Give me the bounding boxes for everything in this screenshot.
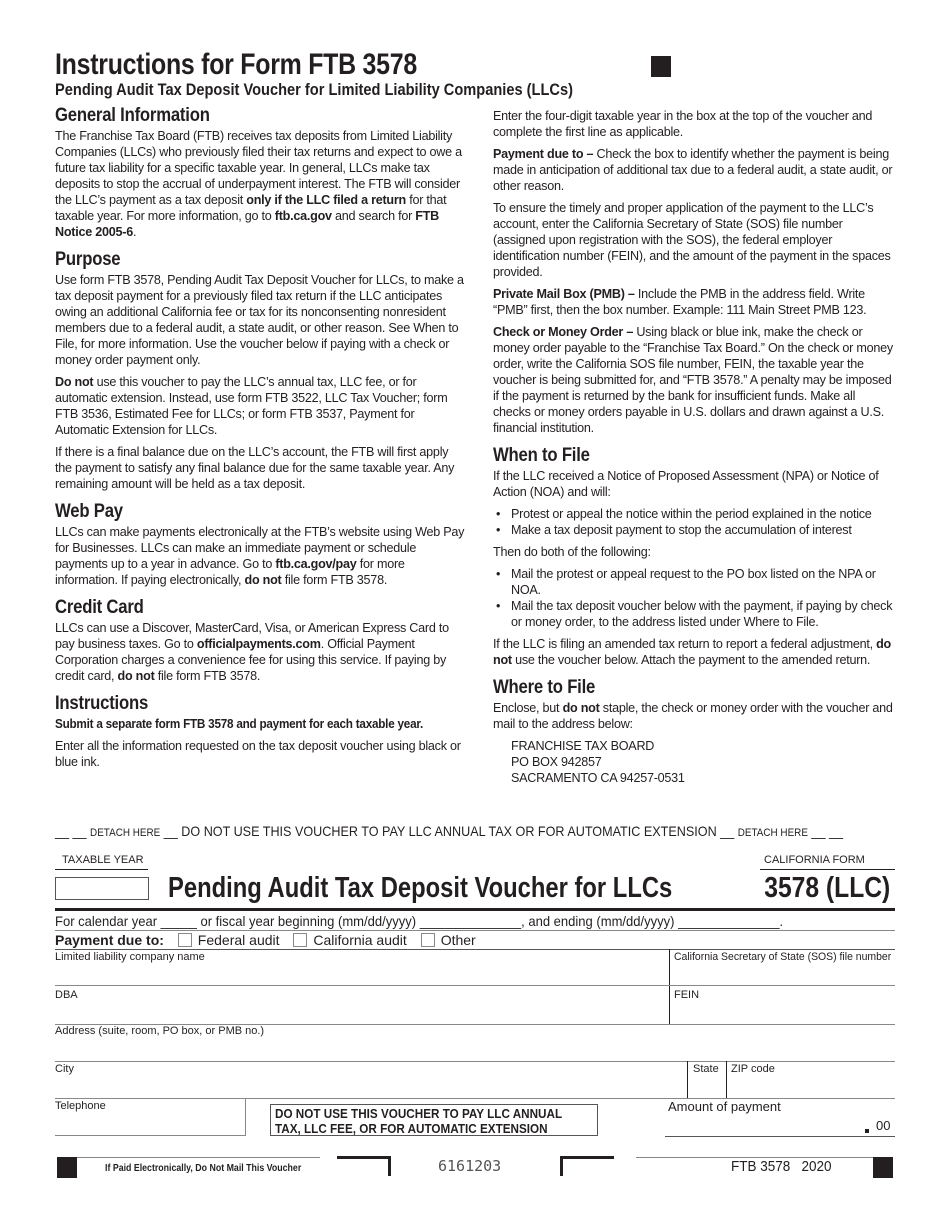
text-run: staple, the check or money order with the voucher and mail to the address below: — [493, 701, 893, 731]
text-run: If the LLC is filing an amended tax return to report a federal adjustment, — [493, 637, 877, 651]
text-run: Use form FTB 3578, Pending Audit Tax Deposit Voucher for LLCs, to make a tax deposit payment for a previously filed tax return if the LLC anticipates owing an additional California fee or tax for its nonconsenting nonresident members due to a federal audit, a state audit, or other reason. See When to File, for more information. Use the voucher below if paying with a check or money order payment only. — [55, 273, 464, 367]
text-run: Check the box to identify whether the payment is being made in anticipation of additional tax due to a federal audit, a state audit, or other reason. — [493, 147, 893, 193]
warning-line: DO NOT USE THIS VOUCHER TO PAY LLC ANNUAL — [275, 1106, 563, 1121]
text-run: . Official Payment Corporation charges a convenience fee for using this service. If paying by credit card, — [55, 637, 447, 683]
paragraph — [55, 128, 465, 240]
paragraph — [55, 374, 465, 438]
amount-of-payment-label: Amount of payment — [668, 1099, 781, 1114]
paragraph — [493, 700, 895, 732]
corner-mark — [560, 1156, 614, 1176]
cents-value: 00 — [876, 1118, 891, 1133]
text-run: and search for — [331, 209, 416, 223]
warning-box — [270, 1104, 598, 1136]
payment-due-label: Payment due to: — [55, 932, 164, 948]
divider — [726, 1061, 727, 1098]
text-run: use this voucher to pay the LLC’s annual tax, LLC fee, or for automatic extension. Instead, use form FTB 3522, LLC Tax Voucher; form FTB 3536, Estimated Fee for LLCs; or form FTB 3537, Payment for Automatic Extension for LLCs. — [55, 375, 448, 437]
bold-text: do not — [562, 701, 600, 715]
list-item: • Mail the tax deposit voucher below with the payment, if paying by check or money order, to the address listed under Where to File. — [493, 598, 895, 630]
rule — [55, 949, 895, 950]
bullet-list — [493, 566, 895, 630]
rule — [77, 1157, 320, 1158]
text-run: Enter all the information requested on the tax deposit voucher using black or blue ink. — [55, 739, 461, 769]
bold-text: Private Mail Box (PMB) – — [493, 287, 635, 301]
paragraph — [493, 324, 895, 436]
rule — [55, 985, 895, 986]
registration-mark — [57, 1157, 77, 1178]
corner-mark — [337, 1156, 391, 1176]
form-number: 3578 (LLC) — [763, 872, 890, 904]
address-line: SACRAMENTO CA 94257-0531 — [511, 771, 685, 785]
california-audit-checkbox[interactable] — [293, 933, 307, 947]
heading-web-pay: Web Pay — [55, 501, 123, 522]
paragraph — [493, 544, 895, 560]
fein-field[interactable]: FEIN — [674, 989, 700, 1001]
paragraph — [55, 444, 465, 492]
paragraph — [493, 108, 895, 140]
payment-due-row — [55, 932, 476, 948]
text-run: If the LLC received a Notice of Proposed Assessment (NPA) or Notice of Action (NOA) and will: — [493, 469, 879, 499]
text-run: Include the PMB in the address field. Write “PMB” first, then the box number. Example: 111 Main Street PMB 123. — [493, 287, 867, 317]
bold-text: Do not — [55, 375, 94, 389]
zip-code-field[interactable]: ZIP code — [731, 1063, 775, 1075]
paragraph — [493, 468, 895, 500]
footer-note: If Paid Electronically, Do Not Mail This Voucher — [105, 1163, 302, 1174]
option-label: California audit — [313, 932, 407, 948]
california-form-label: CALIFORNIA FORM — [764, 854, 865, 866]
bullet-list — [493, 506, 895, 538]
option-label: Other — [440, 932, 476, 948]
rule — [665, 1136, 895, 1137]
right-column — [493, 108, 895, 786]
address-line: FRANCHISE TAX BOARD — [511, 739, 655, 753]
list-item: • Protest or appeal the notice within the period explained in the notice — [493, 506, 895, 522]
paragraph — [493, 200, 895, 280]
text-run: Enter the four-digit taxable year in the box at the top of the voucher and complete the first line as applicable. — [493, 109, 873, 139]
other-checkbox[interactable] — [421, 933, 435, 947]
page-subtitle: Pending Audit Tax Deposit Voucher for Limited Liability Companies (LLCs) — [55, 80, 573, 99]
heading-when-to-file: When to File — [493, 445, 590, 466]
bold-text: FTB Notice 2005-6 — [55, 209, 440, 239]
address-field[interactable]: Address (suite, room, PO box, or PMB no.) — [55, 1025, 265, 1037]
text-run: for that taxable year. For more information, go to — [55, 193, 447, 223]
paragraph — [55, 738, 465, 770]
decimal-point — [865, 1129, 869, 1133]
bold-text: Check or Money Order – — [493, 325, 634, 339]
bold-text: do not — [117, 669, 155, 683]
text-run: file form FTB 3578. — [281, 573, 388, 587]
text-run: . — [132, 225, 137, 239]
bold-text: only if the LLC filed a return — [246, 193, 406, 207]
bold-text: do not — [493, 637, 891, 667]
bold-text: Submit a separate form FTB 3578 and payment for each taxable year. — [55, 717, 424, 731]
text-run: Using black or blue ink, make the check or money order payable to the “Franchise Tax Board.” On the check or money order, write the California SOS file number, FEIN, the taxable year the voucher is being submitted for, and “FTB 3578.” A penalty may be imposed if the payment is returned by the bank for insufficient funds. Make all checks or money orders payable in U.S. dollars and drawn against a U.S. financial institution. — [493, 325, 893, 435]
text-run: If there is a final balance due on the LLC’s account, the FTB will first apply the payment to satisfy any final balance due for the same taxable year. Any remaining amount will be held as a tax deposit. — [55, 445, 455, 491]
paragraph — [493, 636, 895, 668]
list-item: • Mail the protest or appeal request to the PO box listed on the NPA or NOA. — [493, 566, 895, 598]
scan-code: 6161203 — [438, 1157, 502, 1175]
option-label: Federal audit — [197, 932, 280, 948]
paragraph — [55, 272, 465, 368]
dba-field[interactable]: DBA — [55, 989, 78, 1001]
text-run: for more information. If paying electronically, — [55, 557, 405, 587]
state-field[interactable]: State — [693, 1063, 719, 1075]
bold-text: ftb.ca.gov/pay — [275, 557, 357, 571]
registration-mark — [873, 1157, 893, 1178]
amount-input[interactable] — [665, 1116, 865, 1136]
detach-label: DETACH HERE — [90, 827, 161, 839]
paragraph — [55, 620, 465, 684]
taxable-year-label: TAXABLE YEAR — [62, 854, 144, 866]
sos-file-number-field[interactable]: California Secretary of State (SOS) file number — [674, 951, 892, 963]
fiscal-year-line[interactable]: For calendar year _____ or fiscal year beginning (mm/dd/yyyy) ______________, and ending (mm/dd/yyyy) ______________. — [55, 913, 784, 929]
divider — [669, 949, 670, 1024]
paragraph — [55, 716, 436, 732]
text-run: use the voucher below. Attach the payment to the amended return. — [511, 653, 871, 667]
telephone-field[interactable]: Telephone — [55, 1100, 106, 1112]
address-line: PO BOX 942857 — [511, 755, 602, 769]
taxable-year-input[interactable] — [55, 877, 149, 900]
rule — [55, 908, 895, 911]
bold-text: officialpayments.com — [196, 637, 321, 651]
city-field[interactable]: City — [55, 1063, 74, 1075]
registration-mark — [651, 56, 671, 77]
text-run: LLCs can use a Discover, MasterCard, Visa, or American Express Card to pay business taxes. Go to — [55, 621, 449, 651]
rule — [55, 1061, 895, 1062]
heading-instructions: Instructions — [55, 693, 149, 714]
heading-credit-card: Credit Card — [55, 597, 144, 618]
divider — [687, 1061, 688, 1098]
bold-text: do not — [244, 573, 282, 587]
list-item: • Make a tax deposit payment to stop the accumulation of interest — [493, 522, 895, 538]
paragraph — [493, 286, 895, 318]
text-run: To ensure the timely and proper application of the payment to the LLC’s account, enter the California Secretary of State (SOS) file number (assigned upon registration with the SOS), the federal employer identification number (FEIN), and the amount of the payment in the spaces provided. — [493, 201, 891, 279]
llc-name-field[interactable]: Limited liability company name — [55, 951, 205, 963]
text-run: Enclose, but — [493, 701, 563, 715]
voucher-title: Pending Audit Tax Deposit Voucher for LLCs — [168, 872, 673, 904]
warning-line: TAX, LLC FEE, OR FOR AUTOMATIC EXTENSION — [275, 1121, 548, 1136]
text-run: LLCs can make payments electronically at the FTB’s website using Web Pay for Businesses. LLCs can make an immediate payment or schedule payments up to a year in advance. Go to — [55, 525, 465, 571]
divider — [245, 1098, 246, 1136]
mailing-address — [493, 738, 895, 786]
text-run: The Franchise Tax Board (FTB) receives tax deposits from Limited Liability Companies (LLCs) who previously filed their tax returns and expect to owe a future tax liability for a specific taxable year. In general, LLCs make tax deposits to stop the accrual of underpayment interest. The FTB will consider the LLC’s payment as a tax deposit — [55, 129, 462, 207]
text-run: file form FTB 3578. — [154, 669, 261, 683]
detach-warning: DO NOT USE THIS VOUCHER TO PAY LLC ANNUAL TAX OR FOR AUTOMATIC EXTENSION — [181, 823, 717, 839]
heading-purpose: Purpose — [55, 249, 121, 270]
bold-text: ftb.ca.gov — [274, 209, 332, 223]
bold-text: Payment due to – — [493, 147, 594, 161]
heading-where-to-file: Where to File — [493, 677, 596, 698]
paragraph — [55, 524, 465, 588]
footer-form-id: FTB 3578 2020 — [731, 1158, 832, 1175]
rule — [55, 1135, 245, 1136]
heading-general-information: General Information — [55, 105, 210, 126]
left-column — [55, 105, 465, 776]
page-title: Instructions for Form FTB 3578 — [55, 48, 417, 81]
rule — [55, 869, 148, 870]
text-run: Then do both of the following: — [493, 545, 651, 559]
rule — [760, 869, 895, 870]
rule — [55, 930, 895, 931]
detach-label: DETACH HERE — [737, 827, 808, 839]
paragraph — [493, 146, 895, 194]
detach-line: __ __ DETACH HERE __ DO NOT USE THIS VOUCHER TO PAY LLC ANNUAL TAX OR FOR AUTOMATIC EXTENSION __ DETACH HERE __ __ — [55, 823, 843, 839]
federal-audit-checkbox[interactable] — [178, 933, 192, 947]
